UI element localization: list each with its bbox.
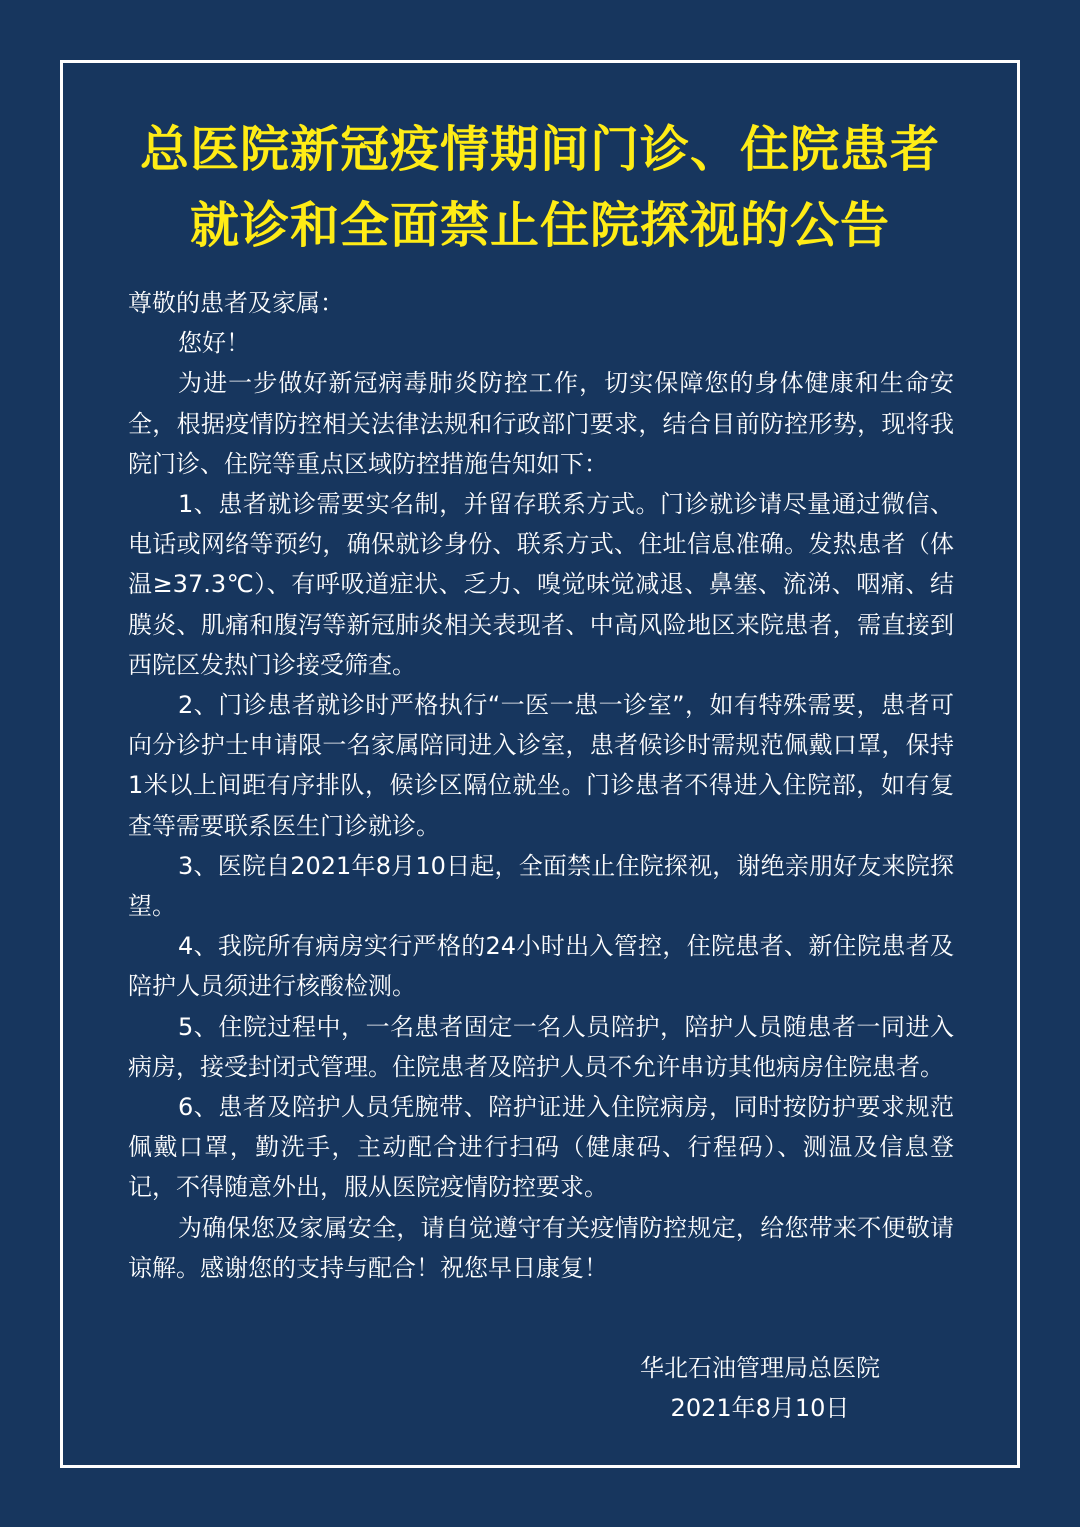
measure-item-1: 1、患者就诊需要实名制，并留存联系方式。门诊就诊请尽量通过微信、电话或网络等预约，确保就诊身份、联系方式、住址信息准确。发热患者（体温≥37.3℃）、有呼吸道症状、乏力、嗅觉味觉减退、鼻塞、流涕、咽痛、结膜炎、肌痛和腹泻等新冠肺炎相关表现者、中高风险地区来院患者，需直接到西院区发热门诊接受筛查。 <box>128 490 954 679</box>
signature-date: 2021年8月10日 <box>670 1394 850 1422</box>
notice-title <box>63 112 1017 264</box>
notice-title-line-1: 总医院新冠疫情期间门诊、住院患者 <box>139 121 940 178</box>
measure-item-2: 2、门诊患者就诊时严格执行“一医一患一诊室”，如有特殊需要，患者可向分诊护士申请限一名家属陪同进入诊室，患者候诊时需规范佩戴口罩，保持1米以上间距有序排队，候诊区隔位就坐。门诊患者不得进入住院部，如有复查等需要联系医生门诊就诊。 <box>128 691 954 840</box>
notice-title-line-2: 就诊和全面禁止住院探视的公告 <box>189 197 890 254</box>
greeting: 您好！ <box>178 329 250 358</box>
intro-paragraph: 为进一步做好新冠病毒肺炎防控工作，切实保障您的身体健康和生命安全，根据疫情防控相关法律法规和行政部门要求，结合目前防控形势，现将我院门诊、住院等重点区域防控措施告知如下： <box>128 369 954 478</box>
salutation: 尊敬的患者及家属： <box>128 289 344 317</box>
signature-block <box>590 1348 930 1428</box>
measure-item-4: 4、我院所有病房实行严格的24小时出入管控，住院患者、新住院患者及陪护人员须进行核酸检测。 <box>128 932 954 1001</box>
measure-item-6: 6、患者及陪护人员凭腕带、陪护证进入住院病房，同时按防护要求规范佩戴口罩，勤洗手，主动配合进行扫码（健康码、行程码）、测温及信息登记，不得随意外出，服从医院疫情防控要求。 <box>128 1093 954 1202</box>
measure-item-3: 3、医院自2021年8月10日起，全面禁止住院探视，谢绝亲朋好友来院探望。 <box>128 851 954 921</box>
measure-item-5: 5、住院过程中，一名患者固定一名人员陪护，陪护人员随患者一同进入病房，接受封闭式管理。住院患者及陪护人员不允许串访其他病房住院患者。 <box>128 1012 954 1081</box>
notice-body <box>128 283 954 1288</box>
signature-organization: 华北石油管理局总医院 <box>640 1354 880 1382</box>
closing-paragraph: 为确保您及家属安全，请自觉遵守有关疫情防控规定，给您带来不便敬请谅解。感谢您的支持与配合！祝您早日康复！ <box>128 1213 954 1282</box>
